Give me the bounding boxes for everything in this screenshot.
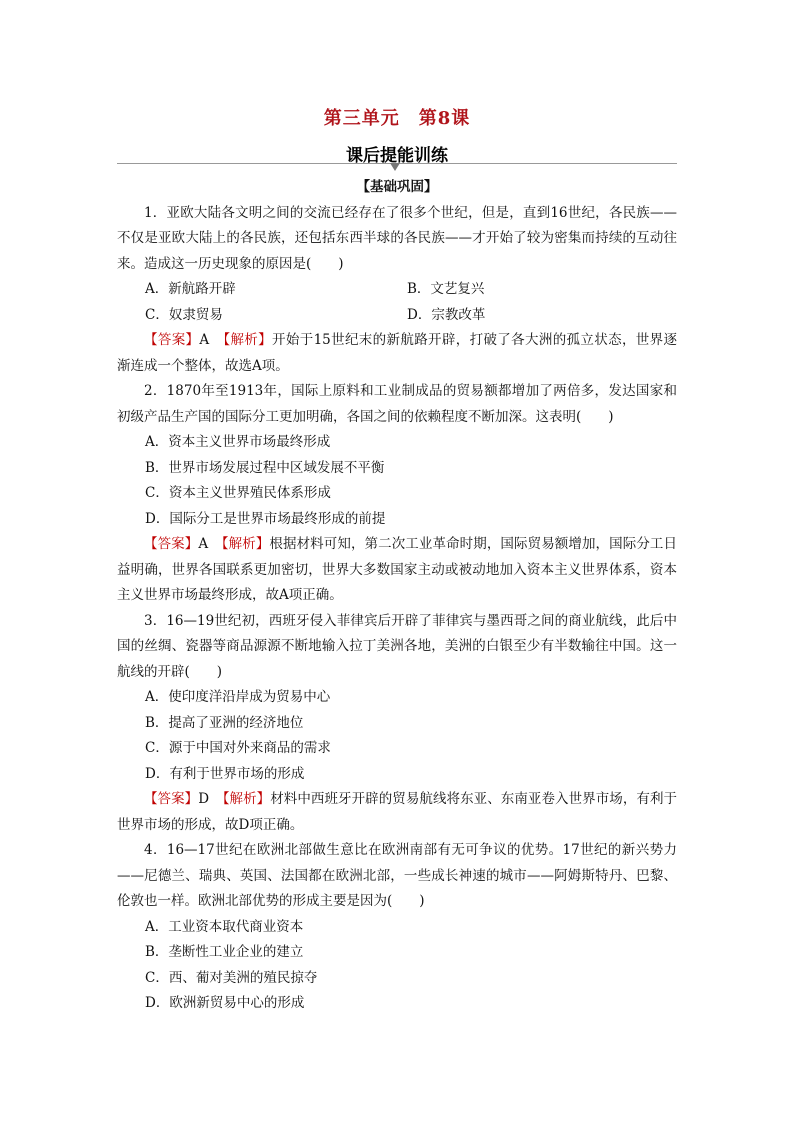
option-a: A．使印度洋沿岸成为贸易中心 <box>145 689 331 705</box>
option-c: C．西、葡对美洲的殖民掠夺 <box>145 969 318 986</box>
analysis-tag: 【解析】 <box>222 791 271 807</box>
option-a: A．新航路开辟 <box>145 281 236 297</box>
option-c: C．资本主义世界殖民体系形成 <box>145 485 331 501</box>
question-1-options-row-1 <box>117 277 677 303</box>
option-d: D．宗教改革 <box>407 306 486 323</box>
exercise-content <box>117 175 677 1017</box>
question-2-answer <box>117 532 677 609</box>
question-1-stem: 1．亚欧大陆各文明之间的交流已经存在了很多个世纪，但是，直到16世纪，各民族——不仅是亚欧大陆上的各民族，还包括东西半球的各民族——才开始了较为密集而持续的互动往来。造成这一历史现象的原因是( ) <box>117 204 677 272</box>
analysis-tag: 【解析】 <box>223 332 273 348</box>
analysis-text: 根据材料可知，第二次工业革命时期，国际贸易额增加，国际分工日益明确，世界各国联系更加密切，世界大多数国家主动或被动地加入资本主义世界体系，资本主义世界市场最终形成，故A项正确。 <box>117 536 678 603</box>
answer-tag: 【答案】 <box>144 536 199 552</box>
option-d: D．国际分工是世界市场最终形成的前提 <box>145 510 386 527</box>
answer-value: D <box>198 791 223 807</box>
question-4-stem: 4．16—17世纪在欧洲北部做生意比在欧洲南部有无可争议的优势。17世纪的新兴势力——尼德兰、瑞典、英国、法国都在欧洲北部，一些成长神速的城市——阿姆斯特丹、巴黎、伦敦也一样。欧洲北部优势的形成主要是因为( ) <box>117 842 677 909</box>
question-1-options-row-2 <box>117 303 677 329</box>
option-d: D．有利于世界市场的形成 <box>145 765 305 782</box>
lesson-title: 课后提能训练 <box>346 146 448 166</box>
option-d: D．欧洲新贸易中心的形成 <box>145 995 305 1011</box>
question-3-answer <box>117 787 677 838</box>
option-c: C．源于中国对外来商品的需求 <box>145 740 331 756</box>
option-b: B．文艺复兴 <box>407 281 485 297</box>
option-a: A．资本主义世界市场最终形成 <box>145 434 331 450</box>
option-b: B．垄断性工业企业的建立 <box>145 944 304 960</box>
analysis-tag: 【解析】 <box>221 536 270 552</box>
question-3-stem: 3．16—19世纪初，西班牙侵入菲律宾后开辟了菲律宾与墨西哥之间的商业航线，此后中国的丝绸、瓷器等商品源源不断地输入拉丁美洲各地，美洲的白银至少有半数输往中国。这一航线的开辟( ) <box>117 612 677 680</box>
option-b: B．世界市场发展过程中区域发展不平衡 <box>145 459 385 476</box>
answer-tag: 【答案】 <box>144 332 200 348</box>
answer-tag: 【答案】 <box>144 791 199 807</box>
question-1-answer <box>117 328 677 379</box>
option-c: C．奴隶贸易 <box>145 306 223 323</box>
analysis-text: 材料中西班牙开辟的贸易航线将东亚、东南亚卷入世界市场，有利于世界市场的形成，故D项正确。 <box>117 791 678 833</box>
analysis-text: 开始于15世纪末的新航路开辟，打破了各大洲的孤立状态，世界逐渐连成一个整体，故选A项。 <box>117 332 678 374</box>
option-b: B．提高了亚洲的经济地位 <box>145 714 304 731</box>
answer-value: A <box>199 332 224 348</box>
answer-value: A <box>198 536 222 552</box>
section-heading: 【基础巩固】 <box>356 179 438 195</box>
option-a: A．工业资本取代商业资本 <box>145 918 304 935</box>
unit-title: 第三单元 第8课 <box>323 108 471 129</box>
question-2-stem: 2．1870年至1913年，国际上原料和工业制成品的贸易额都增加了两倍多，发达国家和初级产品生产国的国际分工更加明确，各国之间的依赖程度不断加深。这表明( ) <box>117 383 677 425</box>
triangle-marker-icon <box>390 163 400 171</box>
